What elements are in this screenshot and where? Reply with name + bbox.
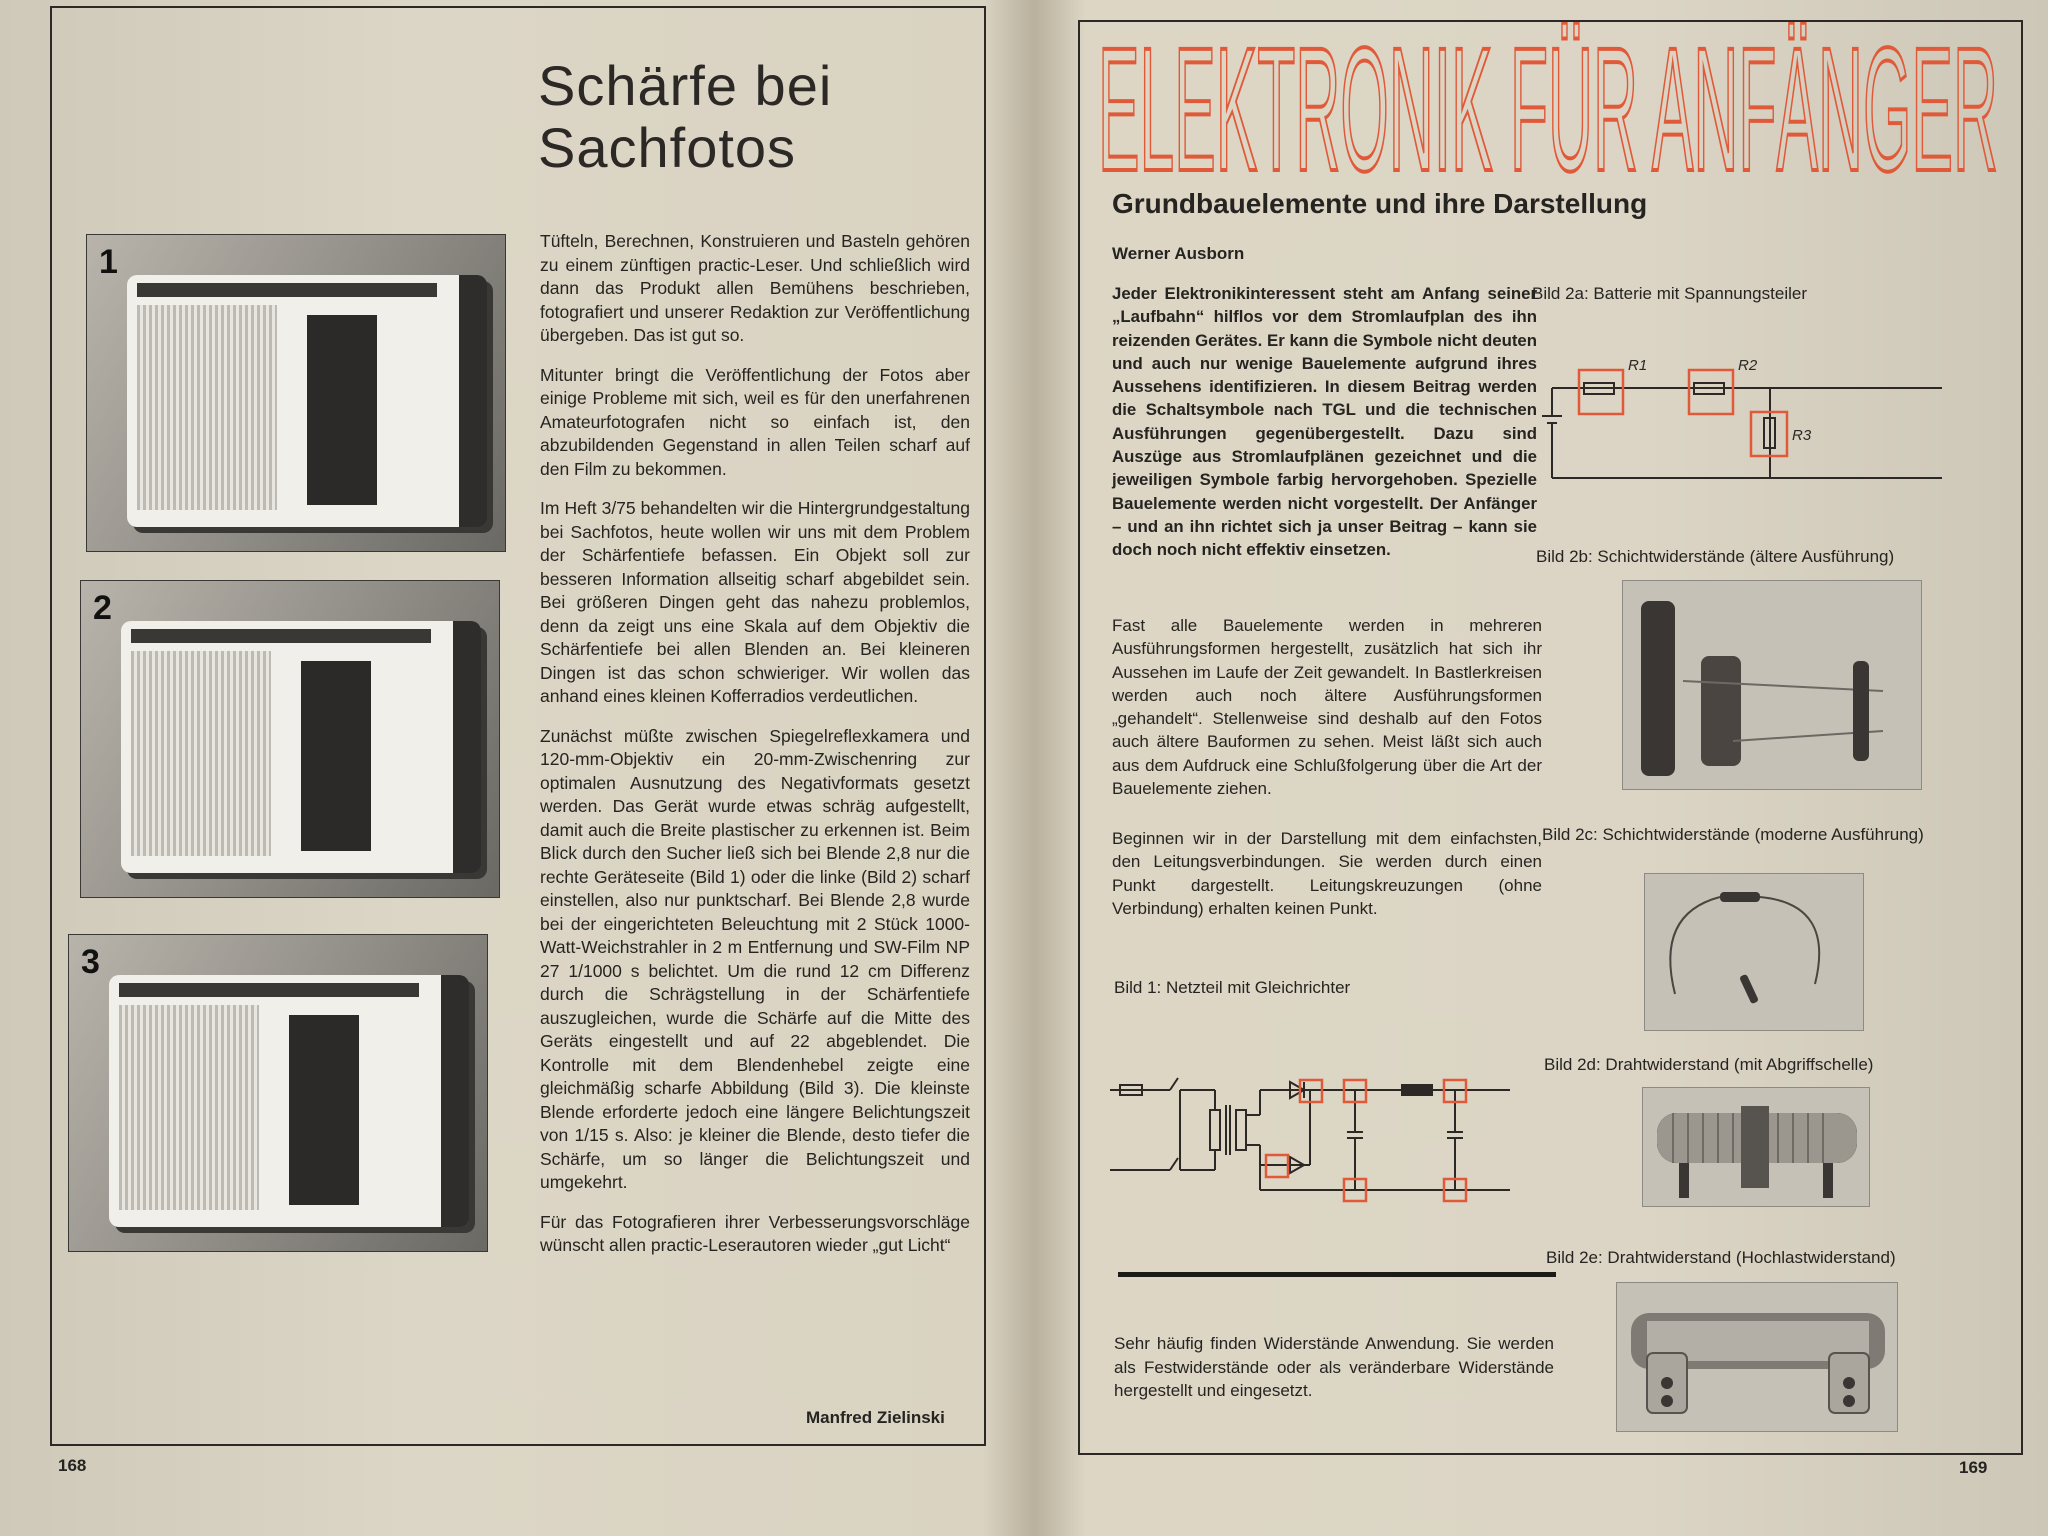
paragraph: Tüfteln, Berechnen, Konstruieren und Basteln gehören zu einem zünftigen practic-Leser. Und schließlich wird dann das Produkt allen Bemühens beschrieben, fotografiert und unserer Redaktion zur Veröffentlichung übergeben. Das ist gut so. (540, 231, 970, 345)
section-divider (1118, 1272, 1556, 1277)
caption-bild-2e: Bild 2e: Drahtwiderstand (Hochlastwiderstand) (1546, 1248, 1896, 1267)
article-subtitle: Grundbauelemente und ihre Darstellung (1112, 188, 1648, 219)
masthead-text: ELEKTRONIK FÜR ANFÄNGER (1098, 22, 1998, 192)
left-page (0, 0, 1020, 1536)
label-r2: R2 (1738, 357, 1758, 374)
title-line-2: Sachfotos (538, 116, 797, 179)
photo-number: 3 (81, 943, 100, 981)
paragraph: Für das Fotografieren ihrer Verbesserungsvorschläge wünscht allen practic-Leserautoren wieder „gut Licht“ (540, 1211, 970, 1255)
masthead-logo (1090, 22, 2010, 192)
photo-1 (86, 234, 506, 552)
paragraph: Im Heft 3/75 behandelten wir die Hintergrundgestaltung bei Sachfotos, heute wollen wir uns mit dem Problem der Schärfentiefe befassen. Ein Objekt soll zur besseren Information allseitig scharf abgebildet sein. Bei größeren Dingen geht das nahezu problemlos, denn da zeigt uns eine Skala auf dem Objektiv die Schärfentiefe bei allen Blenden an. Bei kleineren Dingen ist das schon schwieriger. Wir wollen das anhand eines kleinen Kofferradios verdeutlichen. (540, 498, 970, 706)
paragraph: Zunächst müßte zwischen Spiegelreflexkamera und 120-mm-Objektiv ein 20-mm-Zwischenring zur optimalen Ausnutzung des Negativformats gesetzt werden. Das Gerät wurde etwas schräg aufgestellt, damit auch die Breite plastischer zu erkennen ist. Beim Blick durch den Sucher ließ sich bei Blende 2,8 nur die rechte Geräteseite (Bild 1) oder die linke (Bild 2) scharf einstellen, also nur punktscharf. Bei Blende 2,8 wurde bei der eingerichteten Beleuchtung mit 2 Stück 1000-Watt-Weichstrahler in 2 m Entfernung und SW-Film NP 27 1/1000 s belichtet. Um die rund 12 cm Differenz durch die Schrägstellung in der Schärfentiefe auszugleichen, wurde die Schärfe auf die Mitte des Geräts eingestellt und auf 22 abgeblendet. Die Kontrolle mit dem Blendenhebel zeigte eine gleichmäßig scharfe Abbildung (Bild 3). Die kleinste Blende erforderte jedoch eine längere Belichtungszeit von 1/15 s. Also: je kleiner die Blende, desto tiefer die Schärfe, um so länger die Belichtungszeit und umgekehrt. (540, 725, 970, 1192)
caption-bild-2c: Bild 2c: Schichtwiderstände (moderne Ausführung) (1542, 825, 1924, 844)
photo-2 (80, 580, 500, 898)
page-number: 168 (58, 1456, 87, 1475)
paragraph: Mitunter bringt die Veröffentlichung der Fotos aber einige Probleme mit sich, weil es für den unerfahrenen Amateurfotografen nicht so einfach ist, den abzubildenden Gegenstand in allen Teilen scharf auf den Film zu bekommen. (540, 364, 970, 479)
page-number: 169 (1959, 1458, 1988, 1477)
radio-illustration (109, 975, 469, 1227)
power-supply-schematic (1100, 1060, 1550, 1230)
label-r1: R1 (1628, 357, 1648, 374)
photo-number: 1 (99, 243, 118, 281)
paragraph: Beginnen wir in der Darstellung mit dem einfachsten, den Leitungsverbindungen. Sie werden durch einen Punkt dargestellt. Leitungskreuzungen (ohne Verbindung) erhalten keinen Punkt. (1112, 829, 1542, 918)
right-page (1028, 0, 2048, 1536)
radio-illustration (121, 621, 481, 873)
byline: Werner Ausborn (1112, 244, 1245, 263)
article-body (540, 230, 970, 1274)
masthead (1090, 22, 2010, 192)
voltage-divider-schematic (1542, 348, 1962, 498)
photo-3 (68, 934, 488, 1252)
photo-wirewound-resistor-tap (1642, 1087, 1870, 1207)
photo-number: 2 (93, 589, 112, 627)
author: Manfred Zielinski (806, 1408, 945, 1427)
label-r3: R3 (1792, 427, 1812, 444)
lead-paragraph: Jeder Elektronikinteressent steht am Anfang seiner „Laufbahn“ hilflos vor dem Stromlaufplan des ihn reizenden Gerätes. Er kann die Symbole nicht deuten und auch nur wenige Bauelemente aufgrund ihres Aussehens identifizieren. In diesem Beitrag werden die Schaltsymbole nach TGL und die technischen Ausführungen gegenübergestellt. Dazu sind Auszüge aus Stromlaufplänen gezeichnet und die jeweiligen Symbole farbig hervorgehoben. Spezielle Bauelemente werden nicht vorgestellt. Der Anfänger – und an ihn richtet sich ja unser Beitrag – kann sie doch noch nicht effektiv einsetzen. (1112, 284, 1537, 560)
radio-illustration (127, 275, 487, 527)
title-line-1: Schärfe bei (538, 54, 833, 117)
caption-bild-2a: Bild 2a: Batterie mit Spannungsteiler (1532, 284, 1807, 303)
photo-film-resistors-old (1622, 580, 1922, 790)
paragraph: Sehr häufig finden Widerstände Anwendung. Sie werden als Festwiderstände oder als veränderbare Widerstände hergestellt und eingesetzt. (1114, 1334, 1554, 1400)
paragraph: Fast alle Bauelemente werden in mehreren Ausführungsformen hergestellt, zusätzlich hat sich ihr Aussehen im Laufe der Zeit gewandelt. In Bastlerkreisen werden auch noch ältere Ausführungsformen „gehandelt“. Stellenweise sind deshalb auf den Fotos auch ältere Bauformen zu sehen. Meist läßt sich auch aus dem Aufdruck eine Schlußfolgerung über die Art der Bauelemente ziehen. (1112, 616, 1542, 799)
photo-wirewound-resistor-highload (1616, 1282, 1898, 1432)
photo-film-resistors-modern (1644, 873, 1864, 1031)
article-title (538, 55, 832, 179)
caption-bild-1: Bild 1: Netzteil mit Gleichrichter (1114, 978, 1351, 997)
caption-bild-2b: Bild 2b: Schichtwiderstände (ältere Ausführung) (1536, 547, 1895, 566)
caption-bild-2d: Bild 2d: Drahtwiderstand (mit Abgriffschelle) (1544, 1055, 1874, 1074)
